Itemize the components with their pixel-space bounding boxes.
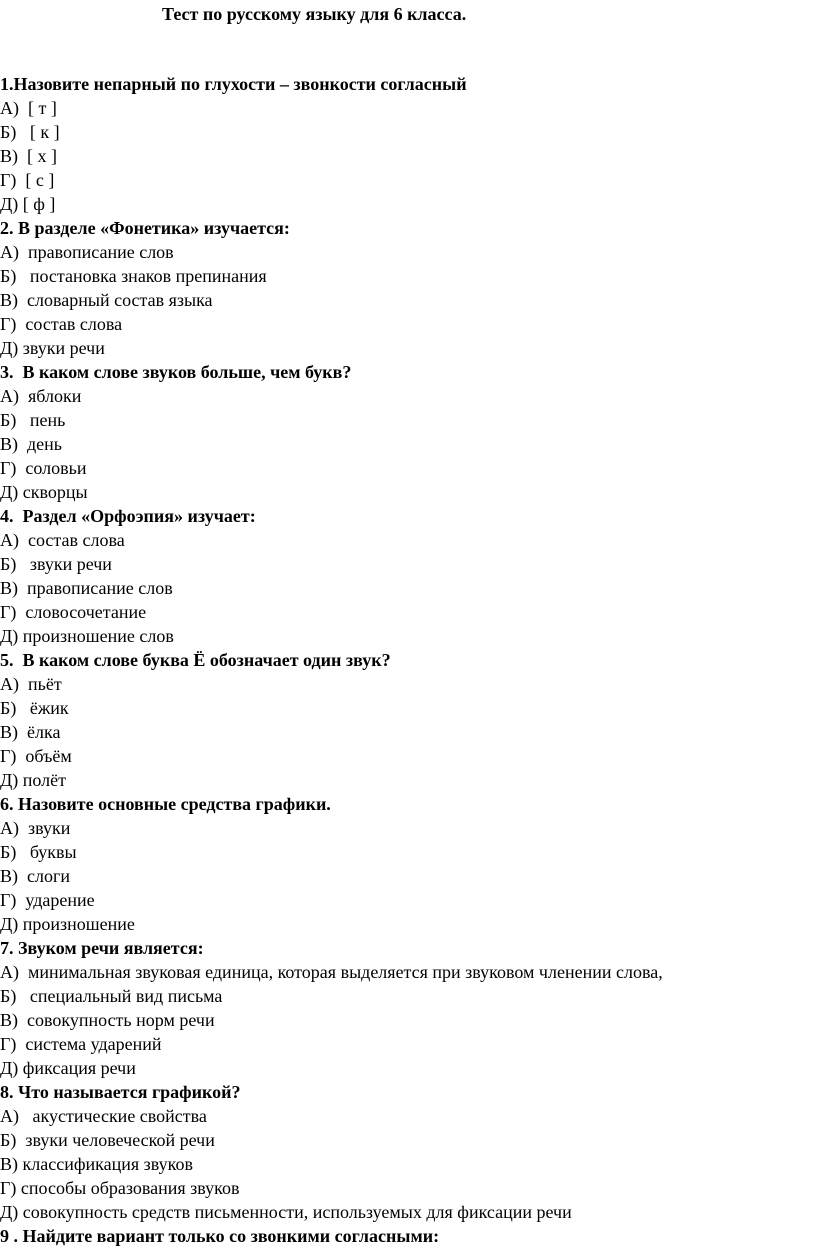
q4-option-b: Б) звуки речи — [0, 554, 112, 574]
document-title: Тест по русскому языку для 6 класса. — [162, 4, 467, 24]
q3-option-c: В) день — [0, 434, 62, 454]
q2-option-c: В) словарный состав языка — [0, 290, 213, 310]
q6-option-b: Б) буквы — [0, 842, 77, 862]
q7-option-e: Д) фиксация речи — [0, 1058, 136, 1078]
question-7: 7. Звуком речи является: — [0, 938, 204, 958]
q2-option-e: Д) звуки речи — [0, 338, 105, 358]
q8-option-c: В) классификация звуков — [0, 1154, 193, 1174]
q3-option-d: Г) соловьи — [0, 458, 87, 478]
q7-option-c: В) совокупность норм речи — [0, 1010, 215, 1030]
q7-option-a: А) минимальная звуковая единица, которая выделяется при звуковом членении слова, — [0, 962, 663, 982]
q5-option-d: Г) объём — [0, 746, 72, 766]
q3-option-a: А) яблоки — [0, 386, 82, 406]
q1-option-a: А) [ т ] — [0, 98, 57, 118]
question-2: 2. В разделе «Фонетика» изучается: — [0, 218, 290, 238]
question-9: 9 . Найдите вариант только со звонкими согласными: — [0, 1226, 440, 1246]
q3-option-e: Д) скворцы — [0, 482, 88, 502]
q2-option-b: Б) постановка знаков препинания — [0, 266, 267, 286]
q2-option-d: Г) состав слова — [0, 314, 123, 334]
q6-option-d: Г) ударение — [0, 890, 95, 910]
q8-option-d: Г) способы образования звуков — [0, 1178, 240, 1198]
q6-option-c: В) слоги — [0, 866, 70, 886]
q1-option-d: Г) [ с ] — [0, 170, 55, 190]
q8-option-e: Д) совокупность средств письменности, используемых для фиксации речи — [0, 1202, 572, 1222]
q5-option-c: В) ёлка — [0, 722, 61, 742]
q1-option-b: Б) [ к ] — [0, 122, 60, 142]
q5-option-b: Б) ёжик — [0, 698, 69, 718]
q6-option-e: Д) произношение — [0, 914, 135, 934]
q5-option-a: А) пьёт — [0, 674, 62, 694]
question-5: 5. В каком слове буква Ё обозначает один звук? — [0, 650, 391, 670]
q1-option-c: В) [ х ] — [0, 146, 57, 166]
q4-option-d: Г) словосочетание — [0, 602, 147, 622]
q4-option-e: Д) произношение слов — [0, 626, 174, 646]
question-3: 3. В каком слове звуков больше, чем букв? — [0, 362, 352, 382]
question-6: 6. Назовите основные средства графики. — [0, 794, 331, 814]
q4-option-a: А) состав слова — [0, 530, 125, 550]
questions-list — [0, 72, 816, 1248]
q6-option-a: А) звуки — [0, 818, 71, 838]
q5-option-e: Д) полёт — [0, 770, 67, 790]
question-1: 1.Назовите непарный по глухости – звонкости согласный — [0, 74, 467, 94]
q8-option-a: А) акустические свойства — [0, 1106, 207, 1126]
q2-option-a: А) правописание слов — [0, 242, 174, 262]
q7-option-d: Г) система ударений — [0, 1034, 162, 1054]
q7-option-b: Б) специальный вид письма — [0, 986, 223, 1006]
q4-option-c: В) правописание слов — [0, 578, 173, 598]
question-4: 4. Раздел «Орфоэпия» изучает: — [0, 506, 256, 526]
q3-option-b: Б) пень — [0, 410, 66, 430]
q8-option-b: Б) звуки человеческой речи — [0, 1130, 215, 1150]
q1-option-e: Д) [ ф ] — [0, 194, 56, 214]
question-8: 8. Что называется графикой? — [0, 1082, 241, 1102]
